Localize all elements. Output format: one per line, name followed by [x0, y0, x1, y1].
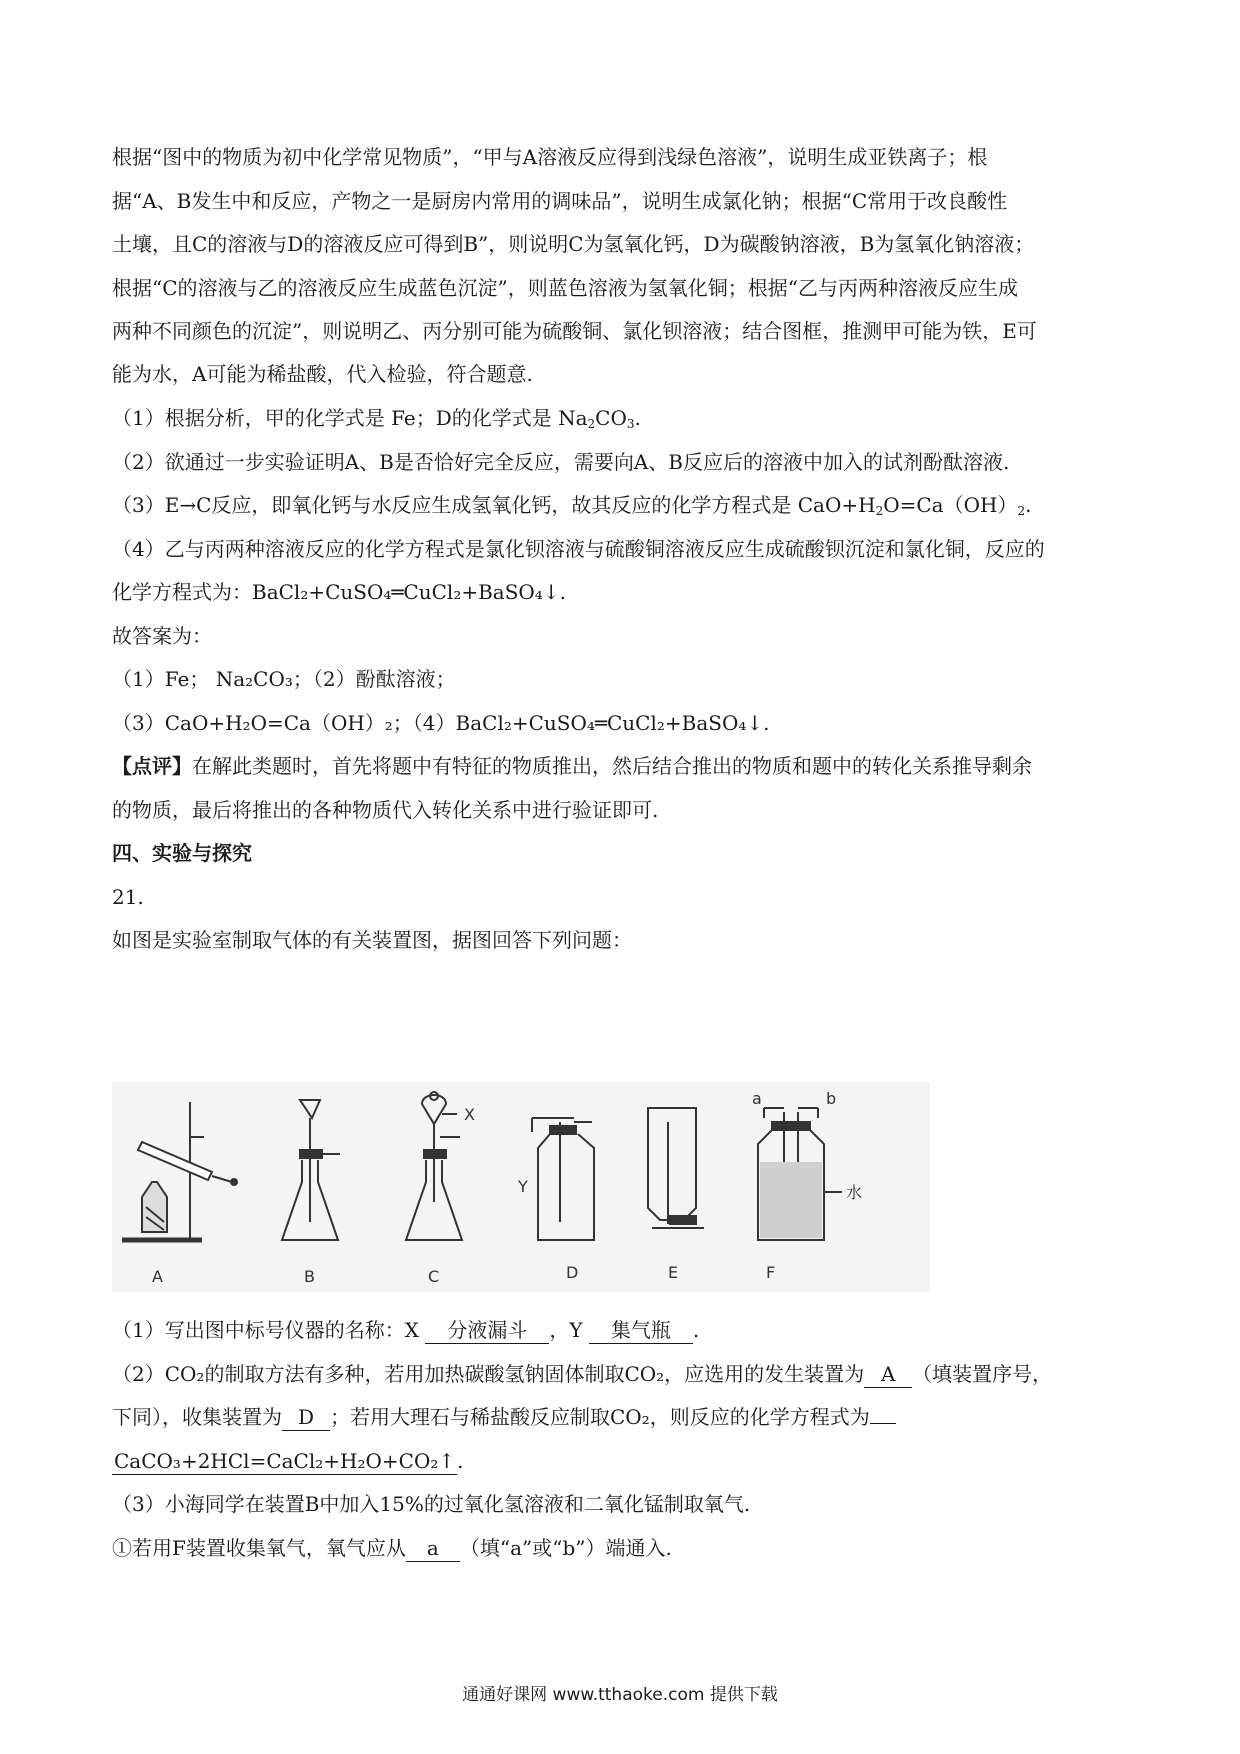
question-2-line-2: [112, 1404, 1132, 1431]
question-number: 21.: [112, 885, 144, 909]
question-1-text: （1）写出图中标号仪器的名称：X: [112, 1318, 426, 1342]
question-3: （3）小海同学在装置B中加入15%的过氧化氢溶液和二氧化锰制取氧气.: [112, 1492, 751, 1516]
label-apparatus-c: C: [428, 1267, 440, 1286]
label-x: X: [464, 1105, 475, 1124]
label-a: a: [752, 1089, 762, 1108]
blank-continuation: [870, 1423, 896, 1424]
answer-detail-4-line-2: 化学方程式为：BaCl₂+CuSO₄═CuCl₂+BaSO₄↓.: [112, 580, 566, 604]
answer-detail-4-line-1: （4）乙与丙两种溶液反应的化学方程式是氯化钡溶液与硫酸铜溶液反应生成硫酸钡沉淀和氯化铜，反应的: [112, 537, 1045, 561]
answer-x: 分液漏斗: [425, 1317, 549, 1344]
label-apparatus-f: F: [766, 1263, 776, 1282]
section-title: 四、实验与探究: [112, 841, 252, 865]
question-2-line-1: [112, 1361, 1132, 1388]
question-intro: 如图是实验室制取气体的有关装置图，据图回答下列问题：: [112, 928, 632, 952]
answer-detail-3: [112, 492, 1132, 524]
question-2-text-2: （填装置序号，: [912, 1362, 1053, 1386]
apparatus-e: [648, 1108, 704, 1228]
question-2-text-4: ；若用大理石与稀盐酸反应制取CO₂，则反应的化学方程式为: [330, 1405, 870, 1429]
answer-detail-2: （2）欲通过一步实验证明A、B是否恰好完全反应，需要向A、B反应后的溶液中加入的试剂酚酞溶液.: [112, 450, 1010, 474]
page-footer: 通通好课网 www.tthaoke.com 提供下载: [462, 1685, 778, 1705]
comment-line-2: 的物质，最后将推出的各种物质代入转化关系中进行验证即可.: [112, 798, 659, 822]
question-3a-text-2: （填“a”或“b”）端通入.: [459, 1536, 672, 1560]
analysis-line-3: 土壤，且C的溶液与D的溶液反应可得到B”，则说明C为氢氧化钙，D为碳酸钠溶液，B为氢氧化钠溶液；: [112, 232, 1035, 256]
apparatus-drawing: [112, 1082, 930, 1292]
answer-detail-3-mid: O=Ca（OH）: [883, 493, 1018, 517]
label-b: b: [826, 1089, 837, 1108]
apparatus-a: [122, 1102, 237, 1240]
answer-detail-1-end: .: [634, 406, 641, 430]
answer-equation: CaCO₃+2HCl=CaCl₂+H₂O+CO₂↑: [114, 1449, 456, 1473]
label-apparatus-d: D: [566, 1263, 579, 1282]
question-2-line-3: [112, 1448, 1132, 1475]
apparatus-d: [532, 1118, 594, 1240]
comment-tag: 【点评】: [112, 754, 192, 778]
final-answer-label: 故答案为：: [112, 624, 212, 648]
label-water: 水: [846, 1183, 863, 1202]
sub: 2: [587, 417, 596, 431]
question-1: [112, 1317, 1132, 1344]
analysis-line-2: 据“A、B发生中和反应，产物之一是厨房内常用的调味品”，说明生成氯化钠；根据“C常用于改良酸性: [112, 189, 1008, 213]
question-2-text-3: 下同），收集装置为: [112, 1405, 282, 1429]
question-1-sep: ，Y: [549, 1318, 589, 1342]
final-answer-line-2: （3）CaO+H₂O=Ca（OH）₂；（4）BaCl₂+CuSO₄═CuCl₂+BaSO₄↓.: [112, 711, 770, 735]
answer-y: 集气瓶: [589, 1317, 693, 1344]
sub: 3: [626, 417, 635, 431]
question-1-end: .: [692, 1318, 700, 1342]
answer-generator: A: [864, 1361, 912, 1388]
answer-detail-1-prefix: （1）根据分析，甲的化学式是 Fe；D的化学式是 Na: [112, 406, 588, 430]
sub: 2: [875, 504, 884, 518]
comment-text: 在解此类题时，首先将题中有特征的物质推出，然后结合推出的物质和题中的转化关系推导剩余: [192, 754, 1032, 778]
answer-inlet: a: [406, 1535, 460, 1562]
comment-line-1: [112, 753, 1132, 779]
apparatus-c: [406, 1092, 462, 1240]
label-y: Y: [518, 1177, 528, 1196]
answer-detail-3-prefix: （3）E→C反应，即氧化钙与水反应生成氢氧化钙，故其反应的化学方程式是 CaO+H: [112, 493, 876, 517]
apparatus-figure: [112, 1082, 930, 1292]
analysis-line-4: 根据“C的溶液与乙的溶液反应生成蓝色沉淀”，则蓝色溶液为氢氧化铜；根据“乙与丙两种溶液反应生成: [112, 276, 1018, 300]
final-answer-line-1: （1）Fe； Na₂CO₃；（2）酚酞溶液；: [112, 667, 456, 691]
apparatus-f: [758, 1108, 842, 1240]
analysis-line-1: 根据“图中的物质为初中化学常见物质”，“甲与A溶液反应得到浅绿色溶液”，说明生成亚铁离子；根: [112, 145, 988, 169]
sub: 2: [1017, 504, 1026, 518]
label-apparatus-b: B: [304, 1267, 315, 1286]
analysis-line-5: 两种不同颜色的沉淀”，则说明乙、丙分别可能为硫酸铜、氯化钡溶液；结合图框，推测甲可能为铁，E可: [112, 319, 1037, 343]
answer-detail-1: [112, 405, 1132, 437]
answer-detail-3-end: .: [1025, 493, 1032, 517]
apparatus-b: [282, 1100, 340, 1240]
question-2-text-1: （2）CO₂的制取方法有多种，若用加热碳酸氢钠固体制取CO₂，应选用的发生装置为: [112, 1362, 865, 1386]
label-apparatus-a: A: [152, 1267, 163, 1286]
answer-collector: D: [282, 1404, 330, 1431]
answer-detail-1-mid: CO: [595, 406, 627, 430]
label-apparatus-e: E: [668, 1263, 679, 1282]
question-3a-text-1: ①若用F装置收集氧气，氧气应从: [112, 1536, 406, 1560]
question-2-end: .: [457, 1449, 464, 1473]
question-3a: [112, 1535, 1132, 1562]
analysis-line-6: 能为水，A可能为稀盐酸，代入检验，符合题意.: [112, 362, 533, 386]
